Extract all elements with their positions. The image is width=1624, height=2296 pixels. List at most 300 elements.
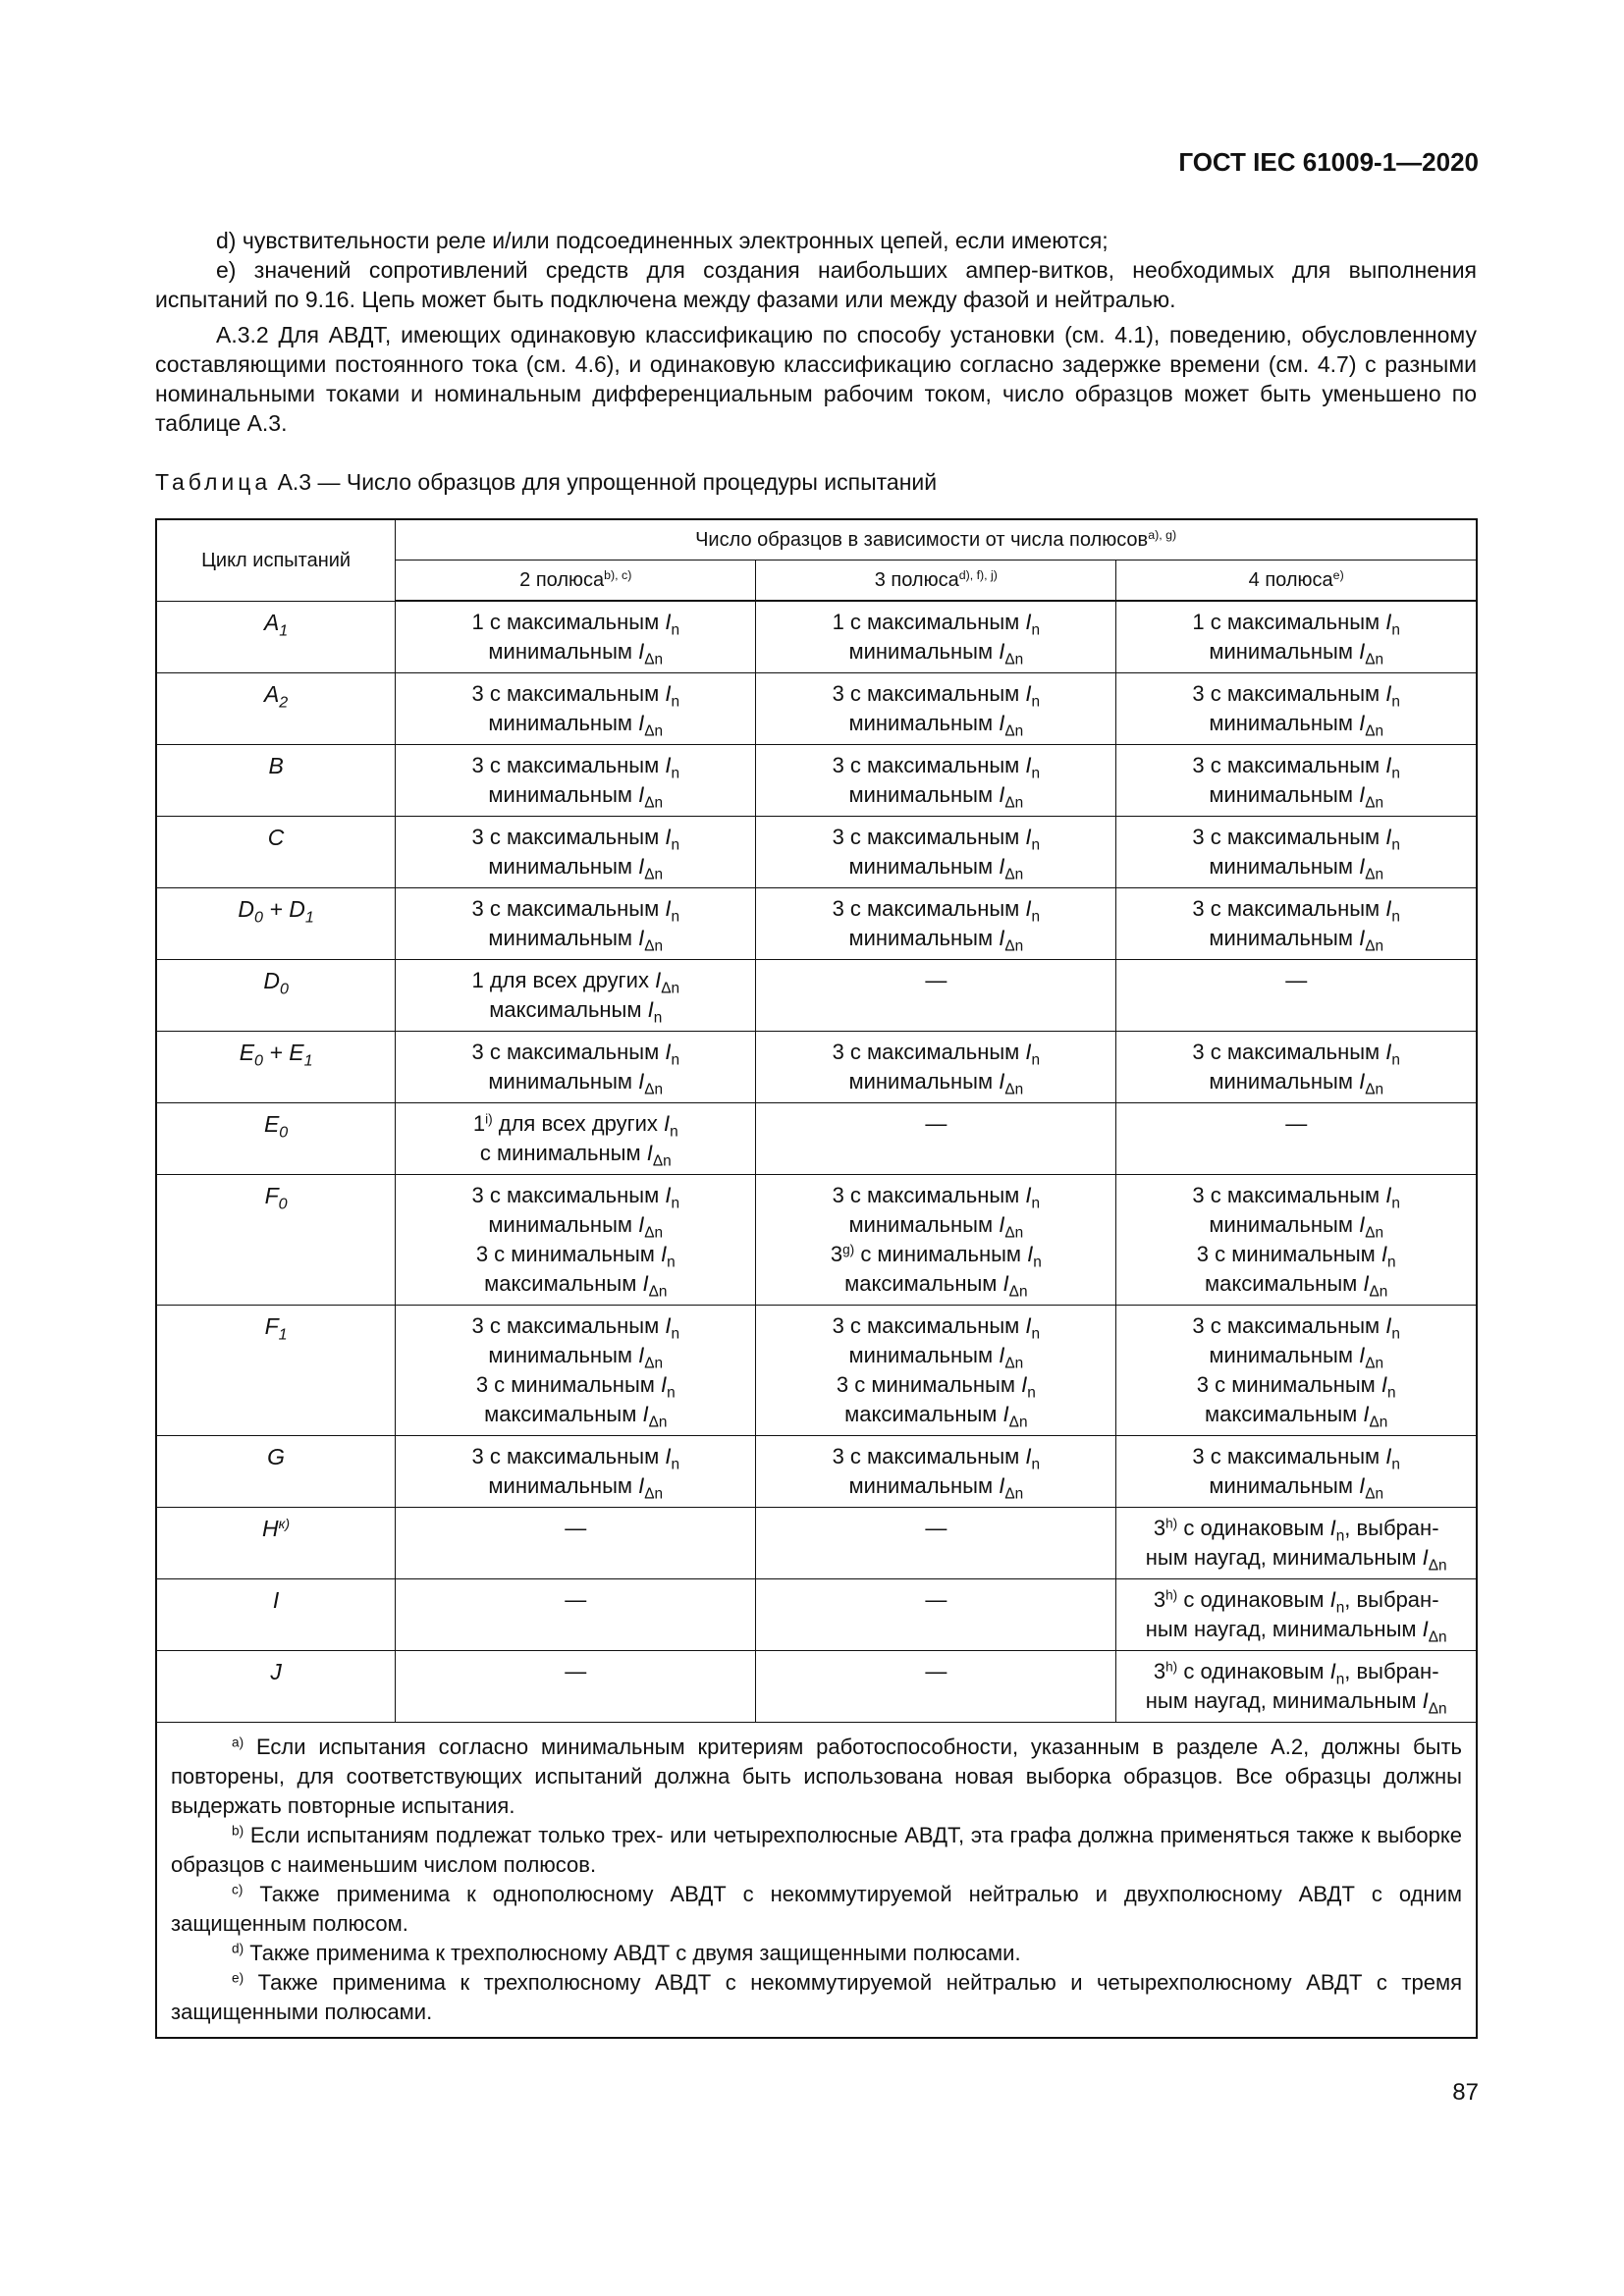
cell-line <box>396 608 755 637</box>
current-symbol-letter: I <box>638 782 645 807</box>
current-symbol-subscript: Δn <box>1004 937 1024 955</box>
current-symbol-subscript: Δn <box>1365 866 1384 883</box>
current-symbol-letter: I <box>638 711 645 735</box>
header-4-poles: 4 полюса$^{e)}$ <box>1116 561 1477 602</box>
current-symbol-letter: I <box>1025 1040 1032 1064</box>
sample-count-cell <box>1116 1103 1477 1175</box>
current-symbol-subscript: Δn <box>1004 794 1024 812</box>
cell-line <box>1116 1181 1476 1210</box>
cell-text: 3 с максимальным <box>1192 896 1386 921</box>
current-symbol-subscript: n <box>670 1123 678 1141</box>
cell-text: минимальным <box>1209 711 1360 735</box>
current-symbol <box>1422 1545 1447 1575</box>
current-symbol-subscript: Δn <box>1428 1557 1447 1575</box>
dash-mark: — <box>925 1659 947 1683</box>
cell-text: 3 с максимальным <box>832 1313 1026 1338</box>
cell-text: минимальным <box>1209 1212 1360 1237</box>
cell-text: максимальным <box>1205 1271 1364 1296</box>
cell-line <box>1116 1471 1476 1501</box>
cell-line <box>1116 780 1476 810</box>
cell-line <box>756 894 1115 924</box>
cell-text: 3 с максимальным <box>471 1183 666 1207</box>
cell-text: 3 с минимальным <box>1196 1242 1381 1266</box>
cell-line <box>1116 823 1476 852</box>
current-symbol-subscript: n <box>1391 765 1400 782</box>
current-symbol-letter: I <box>1359 1343 1366 1367</box>
cell-text: 3 с максимальным <box>471 1313 666 1338</box>
cycle-letter: G <box>267 1444 286 1469</box>
dash-mark: — <box>925 1516 947 1540</box>
current-symbol <box>1363 1402 1388 1431</box>
current-symbol-letter: I <box>1385 1313 1392 1338</box>
current-symbol <box>665 753 680 782</box>
cell-text: 1 с максимальным <box>832 610 1026 634</box>
cell-text: 3 с максимальным <box>1192 1313 1386 1338</box>
cycle-letter: A <box>263 681 280 707</box>
cell-line <box>756 823 1115 852</box>
cell-line <box>1116 894 1476 924</box>
current-symbol-subscript: Δn <box>1365 1355 1384 1372</box>
sample-count-cell <box>1116 1508 1477 1579</box>
current-symbol-subscript: Δn <box>1004 1224 1024 1242</box>
cell-text: 3 с максимальным <box>471 1040 666 1064</box>
sample-count-cell <box>1116 745 1477 817</box>
cell-line <box>756 679 1115 709</box>
current-symbol-letter: I <box>638 1212 645 1237</box>
cell-line <box>1116 1240 1476 1269</box>
cell-text: минимальным <box>1209 854 1360 879</box>
cell-line <box>756 1341 1115 1370</box>
current-symbol <box>1359 1473 1384 1503</box>
cell-line <box>396 823 755 852</box>
table-caption-text: А.3 — Число образцов для упрощенной процедуры испытаний <box>271 469 938 495</box>
current-symbol-letter: I <box>646 1141 653 1165</box>
sample-count-cell <box>756 1306 1116 1436</box>
test-cycle-cell <box>156 817 396 888</box>
cell-line <box>396 966 755 995</box>
current-symbol-subscript: n <box>1335 1671 1345 1688</box>
current-symbol <box>999 1343 1024 1372</box>
current-symbol-letter: I <box>1329 1587 1336 1612</box>
cell-text: 3 <box>1153 1587 1166 1612</box>
current-symbol <box>1422 1688 1447 1718</box>
sample-count-cell <box>396 817 756 888</box>
plus-sign: + <box>263 896 290 922</box>
cell-line <box>396 1370 755 1400</box>
cell-text: минимальным <box>1209 1069 1360 1094</box>
current-symbol-subscript: Δn <box>648 1414 668 1431</box>
cell-line <box>756 1038 1115 1067</box>
samples-table <box>155 518 1478 2039</box>
cell-line <box>396 1442 755 1471</box>
current-symbol-letter: I <box>665 681 672 706</box>
current-symbol-letter: I <box>1363 1402 1370 1426</box>
cell-line <box>396 1311 755 1341</box>
table-footnotes <box>156 1723 1477 2039</box>
current-symbol-subscript: n <box>1031 621 1041 639</box>
cell-text: 3 <box>1153 1516 1166 1540</box>
cell-line <box>396 1400 755 1429</box>
cell-text: 3 с максимальным <box>1192 681 1386 706</box>
current-symbol-letter: I <box>1422 1688 1429 1713</box>
current-symbol-subscript: n <box>1391 836 1400 854</box>
test-cycle-cell <box>156 1508 396 1579</box>
table-row <box>156 888 1477 960</box>
current-symbol-subscript: n <box>671 836 680 854</box>
current-symbol-letter: I <box>665 825 672 849</box>
header-2-poles: 2 полюса$^{b), c)}$ <box>396 561 756 602</box>
current-symbol-subscript: n <box>1391 1051 1400 1069</box>
current-symbol-letter: I <box>642 1402 649 1426</box>
current-symbol-letter: I <box>1025 1183 1032 1207</box>
cell-text: 3 <box>830 1242 843 1266</box>
current-symbol-subscript: Δn <box>644 794 664 812</box>
sample-count-cell <box>756 1651 1116 1723</box>
current-symbol-subscript: Δn <box>652 1152 672 1170</box>
current-symbol-letter: I <box>1422 1617 1429 1641</box>
current-symbol-letter: I <box>1359 782 1366 807</box>
cell-line <box>756 780 1115 810</box>
current-symbol-letter: I <box>642 1271 649 1296</box>
cell-line <box>396 1471 755 1501</box>
current-symbol-subscript: n <box>1387 1384 1396 1402</box>
cell-text: , выбран- <box>1344 1516 1439 1540</box>
current-symbol-subscript: n <box>1391 1325 1400 1343</box>
test-cycle-cell <box>156 960 396 1032</box>
cell-line <box>396 1181 755 1210</box>
cell-line <box>396 637 755 667</box>
cell-text: минимальным <box>1209 782 1360 807</box>
sample-count-cell <box>756 745 1116 817</box>
cell-text: минимальным <box>488 639 639 664</box>
cell-line <box>1116 1514 1476 1543</box>
current-symbol <box>1359 711 1384 740</box>
current-symbol-letter: I <box>1027 1242 1034 1266</box>
cell-text: минимальным <box>848 926 1000 950</box>
sample-count-cell <box>1116 673 1477 745</box>
dash-mark: — <box>1285 1111 1308 1136</box>
current-symbol-subscript: n <box>1335 1527 1345 1545</box>
test-cycle-cell <box>156 1651 396 1723</box>
cell-text: 3 с минимальным <box>475 1372 661 1397</box>
sample-count-cell <box>756 1175 1116 1306</box>
current-symbol-letter: I <box>638 926 645 950</box>
footnote-a: $^{a)}$ Если испытания согласно минимальным критериям работоспособности, указанным в разделе А.2, должны быть повторены, для соответствующих испытаний должна быть использована новая выборка образцов. Все образцы должны выдержать повторные испытания. <box>171 1735 1462 1818</box>
current-symbol-subscript: Δn <box>1365 1081 1384 1098</box>
sample-count-cell <box>1116 1436 1477 1508</box>
current-symbol-subscript: Δn <box>648 1283 668 1301</box>
cell-text: минимальным <box>848 1473 1000 1498</box>
cell-text: 3 с максимальным <box>832 753 1026 777</box>
cell-text: 3 с максимальным <box>1192 1040 1386 1064</box>
cell-note-mark: h) <box>1165 1659 1178 1675</box>
sample-count-cell <box>396 745 756 817</box>
current-symbol-subscript: n <box>1031 908 1041 926</box>
current-symbol <box>1359 639 1384 668</box>
cell-text: минимальным <box>488 854 639 879</box>
cell-text: максимальным <box>484 1402 643 1426</box>
current-symbol <box>665 1040 680 1069</box>
current-symbol <box>638 1069 664 1098</box>
sample-count-cell <box>1116 1306 1477 1436</box>
cell-note-mark: h) <box>1165 1516 1178 1531</box>
current-symbol <box>638 1212 664 1242</box>
current-symbol-subscript: n <box>1031 1456 1041 1473</box>
cell-text: минимальным <box>848 639 1000 664</box>
cell-line <box>756 751 1115 780</box>
cycle-letter: E <box>263 1111 280 1137</box>
header-3-poles: 3 полюса$^{d), f), j)}$ <box>756 561 1116 602</box>
cycle-subscript: 1 <box>278 1325 288 1344</box>
cell-text: минимальным <box>488 782 639 807</box>
current-symbol-letter: I <box>999 1343 1005 1367</box>
current-symbol <box>1329 1516 1345 1545</box>
cell-text: с минимальным <box>854 1242 1028 1266</box>
current-symbol-subscript: n <box>1391 908 1400 926</box>
current-symbol-subscript: Δn <box>1008 1283 1028 1301</box>
cell-text: ным наугад, минимальным <box>1145 1617 1423 1641</box>
cycle-letter: A <box>263 609 280 635</box>
table-row <box>156 745 1477 817</box>
cell-line <box>396 1341 755 1370</box>
current-symbol <box>1385 896 1400 926</box>
current-symbol-subscript: n <box>1335 1599 1345 1617</box>
cell-line <box>1116 852 1476 881</box>
cell-text: минимальным <box>1209 1343 1360 1367</box>
current-symbol-subscript: n <box>671 1051 680 1069</box>
current-symbol <box>646 1141 672 1170</box>
cell-text: 3 с максимальным <box>832 1040 1026 1064</box>
current-symbol <box>999 782 1024 812</box>
current-symbol-subscript: Δn <box>644 937 664 955</box>
current-symbol-subscript: n <box>1033 1254 1042 1271</box>
cell-text: минимальным <box>1209 639 1360 664</box>
cell-line <box>1116 1370 1476 1400</box>
current-symbol-letter: I <box>661 1242 668 1266</box>
current-symbol-letter: I <box>1329 1516 1336 1540</box>
cell-text: 3 с максимальным <box>471 825 666 849</box>
cell-note-mark: g) <box>842 1242 855 1257</box>
cell-line <box>396 924 755 953</box>
current-symbol-letter: I <box>655 968 662 992</box>
current-symbol-subscript: n <box>653 1009 663 1027</box>
cell-line <box>396 1139 755 1168</box>
current-symbol <box>999 1473 1024 1503</box>
current-symbol <box>1027 1242 1042 1271</box>
current-symbol <box>664 1111 678 1141</box>
cell-line <box>1116 1269 1476 1299</box>
current-symbol <box>1025 896 1041 926</box>
cycle-letter: D <box>289 896 305 922</box>
cycle-subscript: 1 <box>303 1051 313 1070</box>
cell-text: с одинаковым <box>1177 1659 1330 1683</box>
current-symbol-subscript: Δn <box>1004 1081 1024 1098</box>
test-cycle-cell <box>156 1436 396 1508</box>
sample-count-cell <box>396 601 756 673</box>
sample-count-cell <box>396 960 756 1032</box>
current-symbol-subscript: n <box>1031 1051 1041 1069</box>
current-symbol-subscript: n <box>1391 693 1400 711</box>
current-symbol-subscript: Δn <box>1365 651 1384 668</box>
current-symbol <box>1329 1587 1345 1617</box>
sample-count-cell <box>756 1579 1116 1651</box>
current-symbol-letter: I <box>1002 1402 1009 1426</box>
cell-line <box>1116 1585 1476 1615</box>
cell-line <box>756 1181 1115 1210</box>
current-symbol-subscript: n <box>1391 1456 1400 1473</box>
cell-line <box>396 1210 755 1240</box>
cell-text: 3 с минимальным <box>475 1242 661 1266</box>
cell-note-mark: i) <box>485 1111 493 1127</box>
current-symbol-letter: I <box>1329 1659 1336 1683</box>
footnote-d: $^{d)}$ Также применима к трехполюсному АВДТ с двумя защищенными полюсами. <box>232 1941 1021 1965</box>
plus-sign: + <box>263 1040 290 1065</box>
cell-line <box>756 1067 1115 1096</box>
current-symbol <box>638 1343 664 1372</box>
body-text <box>155 226 1477 438</box>
footnote-c: $^{c)}$ Также применима к однополюсному АВДТ с некоммутируемой нейтралью и двухполюсному АВДТ с одним защищенным полюсом. <box>171 1882 1462 1936</box>
table-row <box>156 1508 1477 1579</box>
current-symbol <box>1385 610 1400 639</box>
cell-line <box>1116 751 1476 780</box>
cycle-letter: I <box>272 1587 280 1613</box>
cell-text: минимальным <box>488 926 639 950</box>
cycle-letter: F <box>264 1313 279 1339</box>
current-symbol-letter: I <box>1363 1271 1370 1296</box>
current-symbol <box>1025 753 1041 782</box>
current-symbol-letter: I <box>1422 1545 1429 1570</box>
current-symbol <box>1363 1271 1388 1301</box>
sample-count-cell <box>756 673 1116 745</box>
cell-text: 3 с минимальным <box>1196 1372 1381 1397</box>
cell-line <box>1116 1311 1476 1341</box>
cycle-letter: J <box>270 1659 282 1684</box>
cell-line <box>1116 1686 1476 1716</box>
current-symbol-letter: I <box>1359 711 1366 735</box>
cycle-subscript: 0 <box>254 1051 263 1070</box>
current-symbol <box>665 610 680 639</box>
current-symbol-subscript: Δn <box>1428 1629 1447 1646</box>
cell-line <box>396 679 755 709</box>
current-symbol <box>1385 1444 1400 1473</box>
cycle-letter: D <box>263 968 280 993</box>
table-row <box>156 601 1477 673</box>
current-symbol-letter: I <box>1002 1271 1009 1296</box>
current-symbol-letter: I <box>1025 896 1032 921</box>
cell-text: 3 с максимальным <box>1192 1183 1386 1207</box>
current-symbol-subscript: Δn <box>644 1485 664 1503</box>
table-row <box>156 817 1477 888</box>
current-symbol-subscript: Δn <box>1004 651 1024 668</box>
cell-text: ным наугад, минимальным <box>1145 1545 1423 1570</box>
cell-line <box>756 852 1115 881</box>
cell-text: минимальным <box>488 1343 639 1367</box>
current-symbol <box>1025 1313 1041 1343</box>
cell-text: минимальным <box>848 854 1000 879</box>
cell-text: с одинаковым <box>1177 1516 1330 1540</box>
cell-text: максимальным <box>489 997 648 1022</box>
cycle-subscript: 0 <box>279 1123 289 1142</box>
sample-count-cell <box>756 601 1116 673</box>
current-symbol-subscript: Δn <box>644 866 664 883</box>
cell-line <box>1116 1210 1476 1240</box>
current-symbol <box>1025 1183 1041 1212</box>
cell-line <box>756 1442 1115 1471</box>
cycle-letter: B <box>268 753 284 778</box>
cell-text: минимальным <box>488 711 639 735</box>
current-symbol-subscript: n <box>671 1195 680 1212</box>
current-symbol-subscript: Δn <box>1004 1355 1024 1372</box>
current-symbol <box>1002 1271 1028 1301</box>
sample-count-cell <box>396 1508 756 1579</box>
cell-note-mark: h) <box>1165 1587 1178 1603</box>
current-symbol-letter: I <box>1025 753 1032 777</box>
cycle-letter: E <box>289 1040 304 1065</box>
current-symbol <box>665 825 680 854</box>
current-symbol-letter: I <box>1385 1444 1392 1468</box>
current-symbol <box>1025 825 1041 854</box>
cell-line <box>1116 1400 1476 1429</box>
current-symbol-letter: I <box>1359 926 1366 950</box>
footnote-b: $^{b)}$ Если испытаниям подлежат только трех- или четырехполюсные АВДТ, эта графа должна применяться также к выборке образцов с наименьшим числом полюсов. <box>171 1823 1462 1877</box>
current-symbol-letter: I <box>1025 1444 1032 1468</box>
cell-text: максимальным <box>844 1271 1003 1296</box>
sample-count-cell <box>1116 1579 1477 1651</box>
cell-text: 3 с минимальным <box>836 1372 1022 1397</box>
current-symbol-letter: I <box>665 1444 672 1468</box>
cell-line <box>396 1067 755 1096</box>
cycle-note-mark: к) <box>278 1517 291 1533</box>
cell-line <box>396 995 755 1025</box>
cell-line <box>396 1240 755 1269</box>
current-symbol <box>665 1313 680 1343</box>
current-symbol-letter: I <box>1385 753 1392 777</box>
current-symbol-letter: I <box>1380 1242 1388 1266</box>
current-symbol <box>638 1473 664 1503</box>
current-symbol-letter: I <box>999 782 1005 807</box>
current-symbol-subscript: Δn <box>1004 722 1024 740</box>
cycle-subscript: 1 <box>279 621 289 640</box>
cell-line <box>756 1400 1115 1429</box>
cell-text: с минимальным <box>479 1141 647 1165</box>
cycle-letter: E <box>239 1040 255 1065</box>
test-cycle-cell <box>156 745 396 817</box>
cell-text: минимальным <box>848 1212 1000 1237</box>
current-symbol <box>642 1402 668 1431</box>
current-symbol-letter: I <box>665 610 672 634</box>
test-cycle-cell <box>156 673 396 745</box>
current-symbol <box>638 854 664 883</box>
cell-line <box>756 637 1115 667</box>
table-row <box>156 1175 1477 1306</box>
dash-mark: — <box>565 1587 587 1612</box>
current-symbol-subscript: n <box>1387 1254 1396 1271</box>
cycle-letter: C <box>267 825 285 850</box>
sample-count-cell <box>1116 960 1477 1032</box>
cell-line <box>396 1109 755 1139</box>
current-symbol-subscript: n <box>667 1384 676 1402</box>
header-test-cycle: Цикл испытаний <box>156 519 396 601</box>
dash-mark: — <box>925 1111 947 1136</box>
header-samples-group: Число образцов в зависимости от числа полюсов$^{a), g)}$ <box>396 519 1477 561</box>
current-symbol-letter: I <box>1385 1183 1392 1207</box>
current-symbol <box>999 854 1024 883</box>
cell-text: 3 с максимальным <box>832 681 1026 706</box>
current-symbol <box>1025 1040 1041 1069</box>
cell-text: максимальным <box>1205 1402 1364 1426</box>
current-symbol-subscript: Δn <box>1004 1485 1024 1503</box>
current-symbol-letter: I <box>638 1343 645 1367</box>
